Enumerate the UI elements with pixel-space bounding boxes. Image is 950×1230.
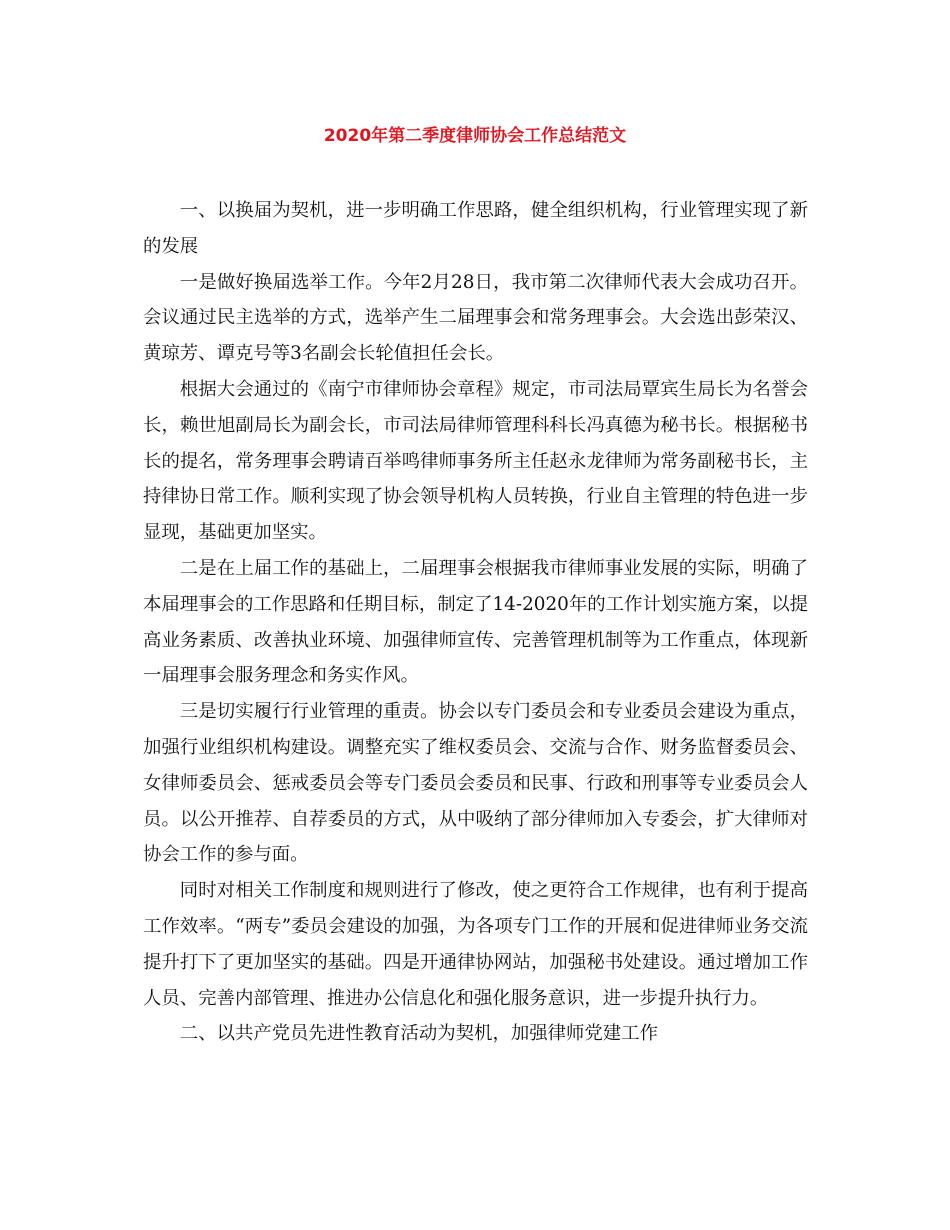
paragraph-rules: 同时对相关工作制度和规则进行了修改，使之更符合工作规律，也有利于提高工作效率。“两专”委员会建设的加强，为各项专门工作的开展和促进律师业务交流提升打下了更加坚实的基础。四是开通律协网站，加强秘书处建设。通过增加工作人员、完善内部管理、推进办公信息化和强化服务意识，进一步提升执行力。 <box>143 880 808 1009</box>
document-title: 2020年第二季度律师协会工作总结范文 <box>323 126 627 146</box>
paragraph-election: 一是做好换届选举工作。今年2月28日，我市第二次律师代表大会成功召开。会议通过民主选举的方式，选举产生二届理事会和常务理事会。大会选出彭荣汉、黄琼芳、谭克号等3名副会长轮值担任会长。 <box>143 271 808 365</box>
paragraph-charter: 根据大会通过的《南宁市律师协会章程》规定，市司法局覃宾生局长为名誉会长，赖世旭副局长为副会长，市司法局律师管理科科长冯真德为秘书长。根据秘书长的提名，常务理事会聘请百举鸣律师事务所主任赵永龙律师为常务副秘书长，主持律协日常工作。顺利实现了协会领导机构人员转换，行业自主管理的特色进一步显现，基础更加坚实。 <box>143 378 808 544</box>
section-heading-1: 一、以换届为契机，进一步明确工作思路，健全组织机构，行业管理实现了新的发展 <box>143 200 808 257</box>
section-heading-2: 二、以共产党员先进性教育活动为契机，加强律师党建工作 <box>179 1023 658 1045</box>
document-body <box>143 193 808 1052</box>
paragraph-work-plan: 二是在上届工作的基础上，二届理事会根据我市律师事业发展的实际，明确了本届理事会的工作思路和任期目标，制定了14-2020年的工作计划实施方案，以提高业务素质、改善执业环境、加强律师宣传、完善管理机制等为工作重点，体现新一届理事会服务理念和务实作风。 <box>143 557 808 687</box>
paragraph-committees: 三是切实履行行业管理的重责。协会以专门委员会和专业委员会建设为重点，加强行业组织机构建设。调整充实了维权委员会、交流与合作、财务监督委员会、女律师委员会、惩戒委员会等专门委员会委员和民事、行政和刑事等专业委员会人员。以公开推荐、自荐委员的方式，从中吸纳了部分律师加入专委会，扩大律师对协会工作的参与面。 <box>143 701 808 866</box>
